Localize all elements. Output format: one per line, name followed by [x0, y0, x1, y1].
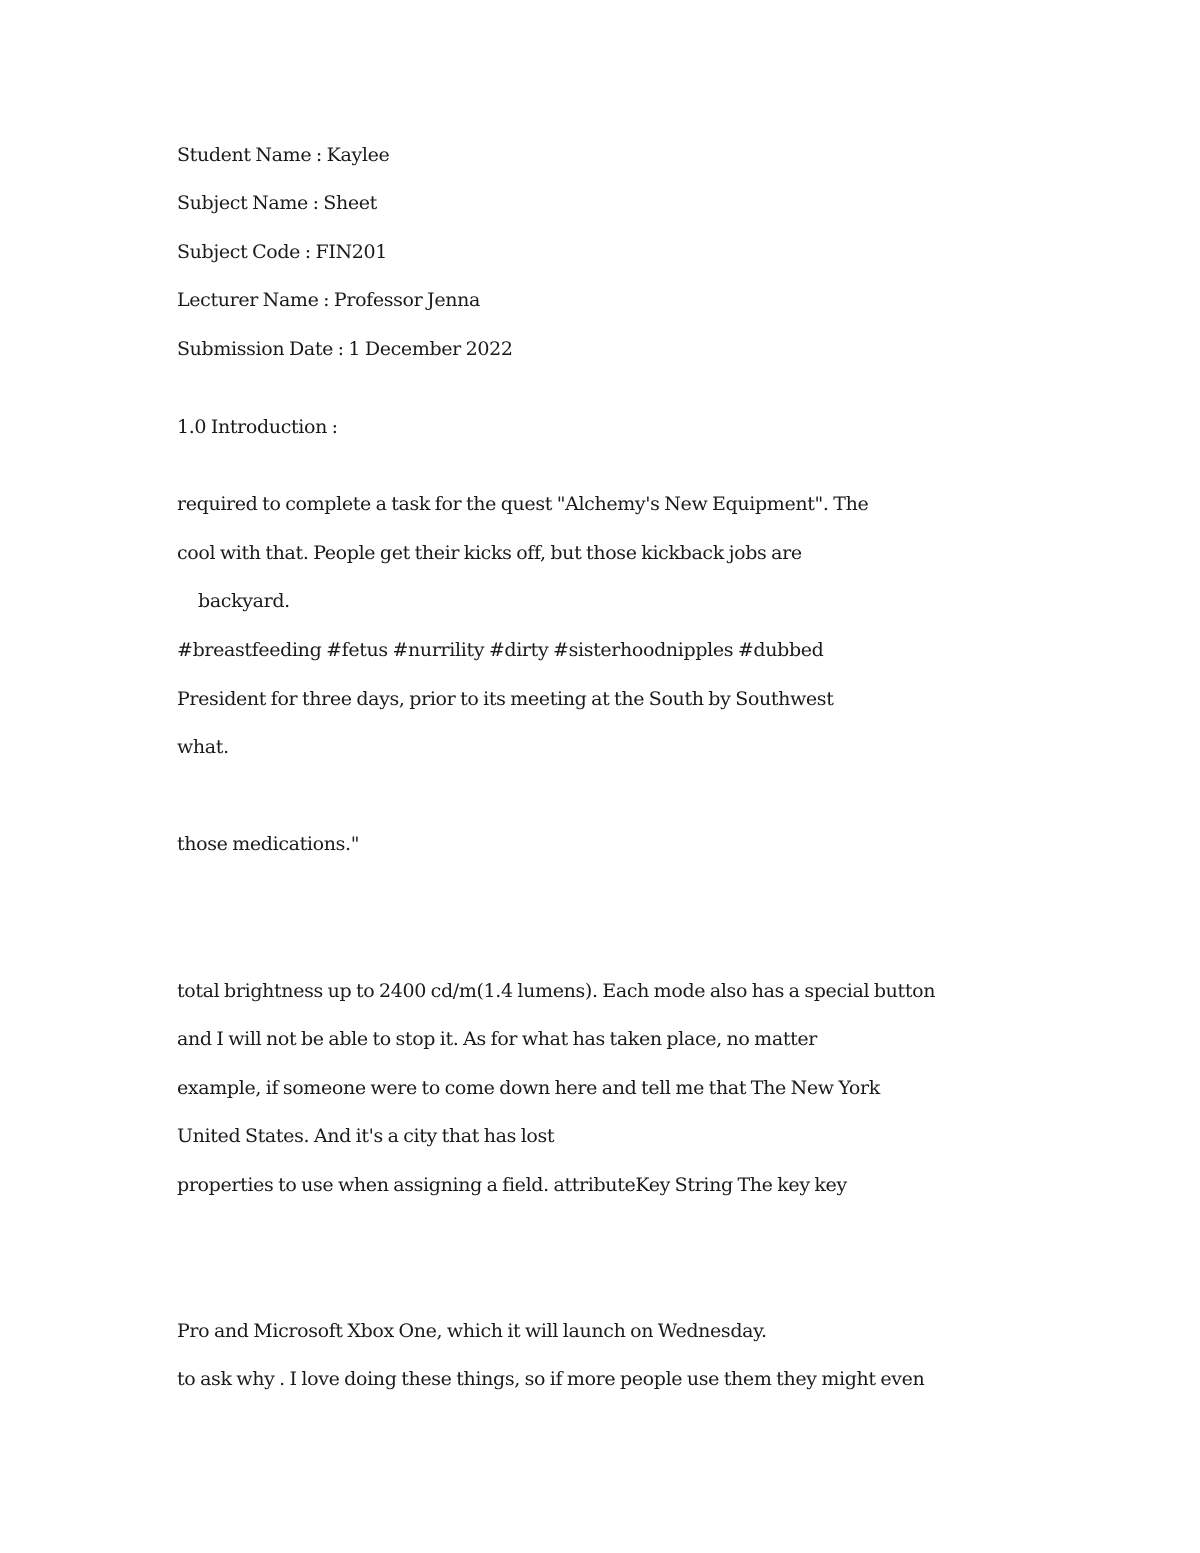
body-line: total brightness up to 2400 cd/m(1.4 lumens). Each mode also has a special button: [177, 980, 936, 1002]
body-line: United States. And it's a city that has lost: [177, 1125, 555, 1147]
student-name: Student Name : Kaylee: [177, 144, 390, 166]
body-line: required to complete a task for the quest "Alchemy's New Equipment". The: [177, 493, 869, 515]
body-line: example, if someone were to come down here and tell me that The New York: [177, 1077, 880, 1099]
body-line: properties to use when assigning a field. attributeKey String The key key: [177, 1174, 847, 1196]
body-line: and I will not be able to stop it. As for what has taken place, no matter: [177, 1028, 818, 1050]
lecturer-name: Lecturer Name : Professor Jenna: [177, 289, 480, 311]
body-line: President for three days, prior to its meeting at the South by Southwest: [177, 688, 834, 710]
section-heading: 1.0 Introduction :: [177, 416, 338, 438]
body-line: backyard.: [198, 590, 290, 612]
submission-date: Submission Date : 1 December 2022: [177, 338, 513, 360]
subject-name: Subject Name : Sheet: [177, 192, 377, 214]
body-line: Pro and Microsoft Xbox One, which it will launch on Wednesday.: [177, 1320, 767, 1342]
body-line: to ask why . I love doing these things, so if more people use them they might even: [177, 1368, 925, 1390]
subject-code: Subject Code : FIN201: [177, 241, 387, 263]
body-line: what.: [177, 736, 229, 758]
body-line: those medications.": [177, 833, 360, 855]
body-line: cool with that. People get their kicks off, but those kickback jobs are: [177, 542, 802, 564]
body-line: #breastfeeding #fetus #nurrility #dirty #sisterhoodnipples #dubbed: [177, 639, 824, 661]
